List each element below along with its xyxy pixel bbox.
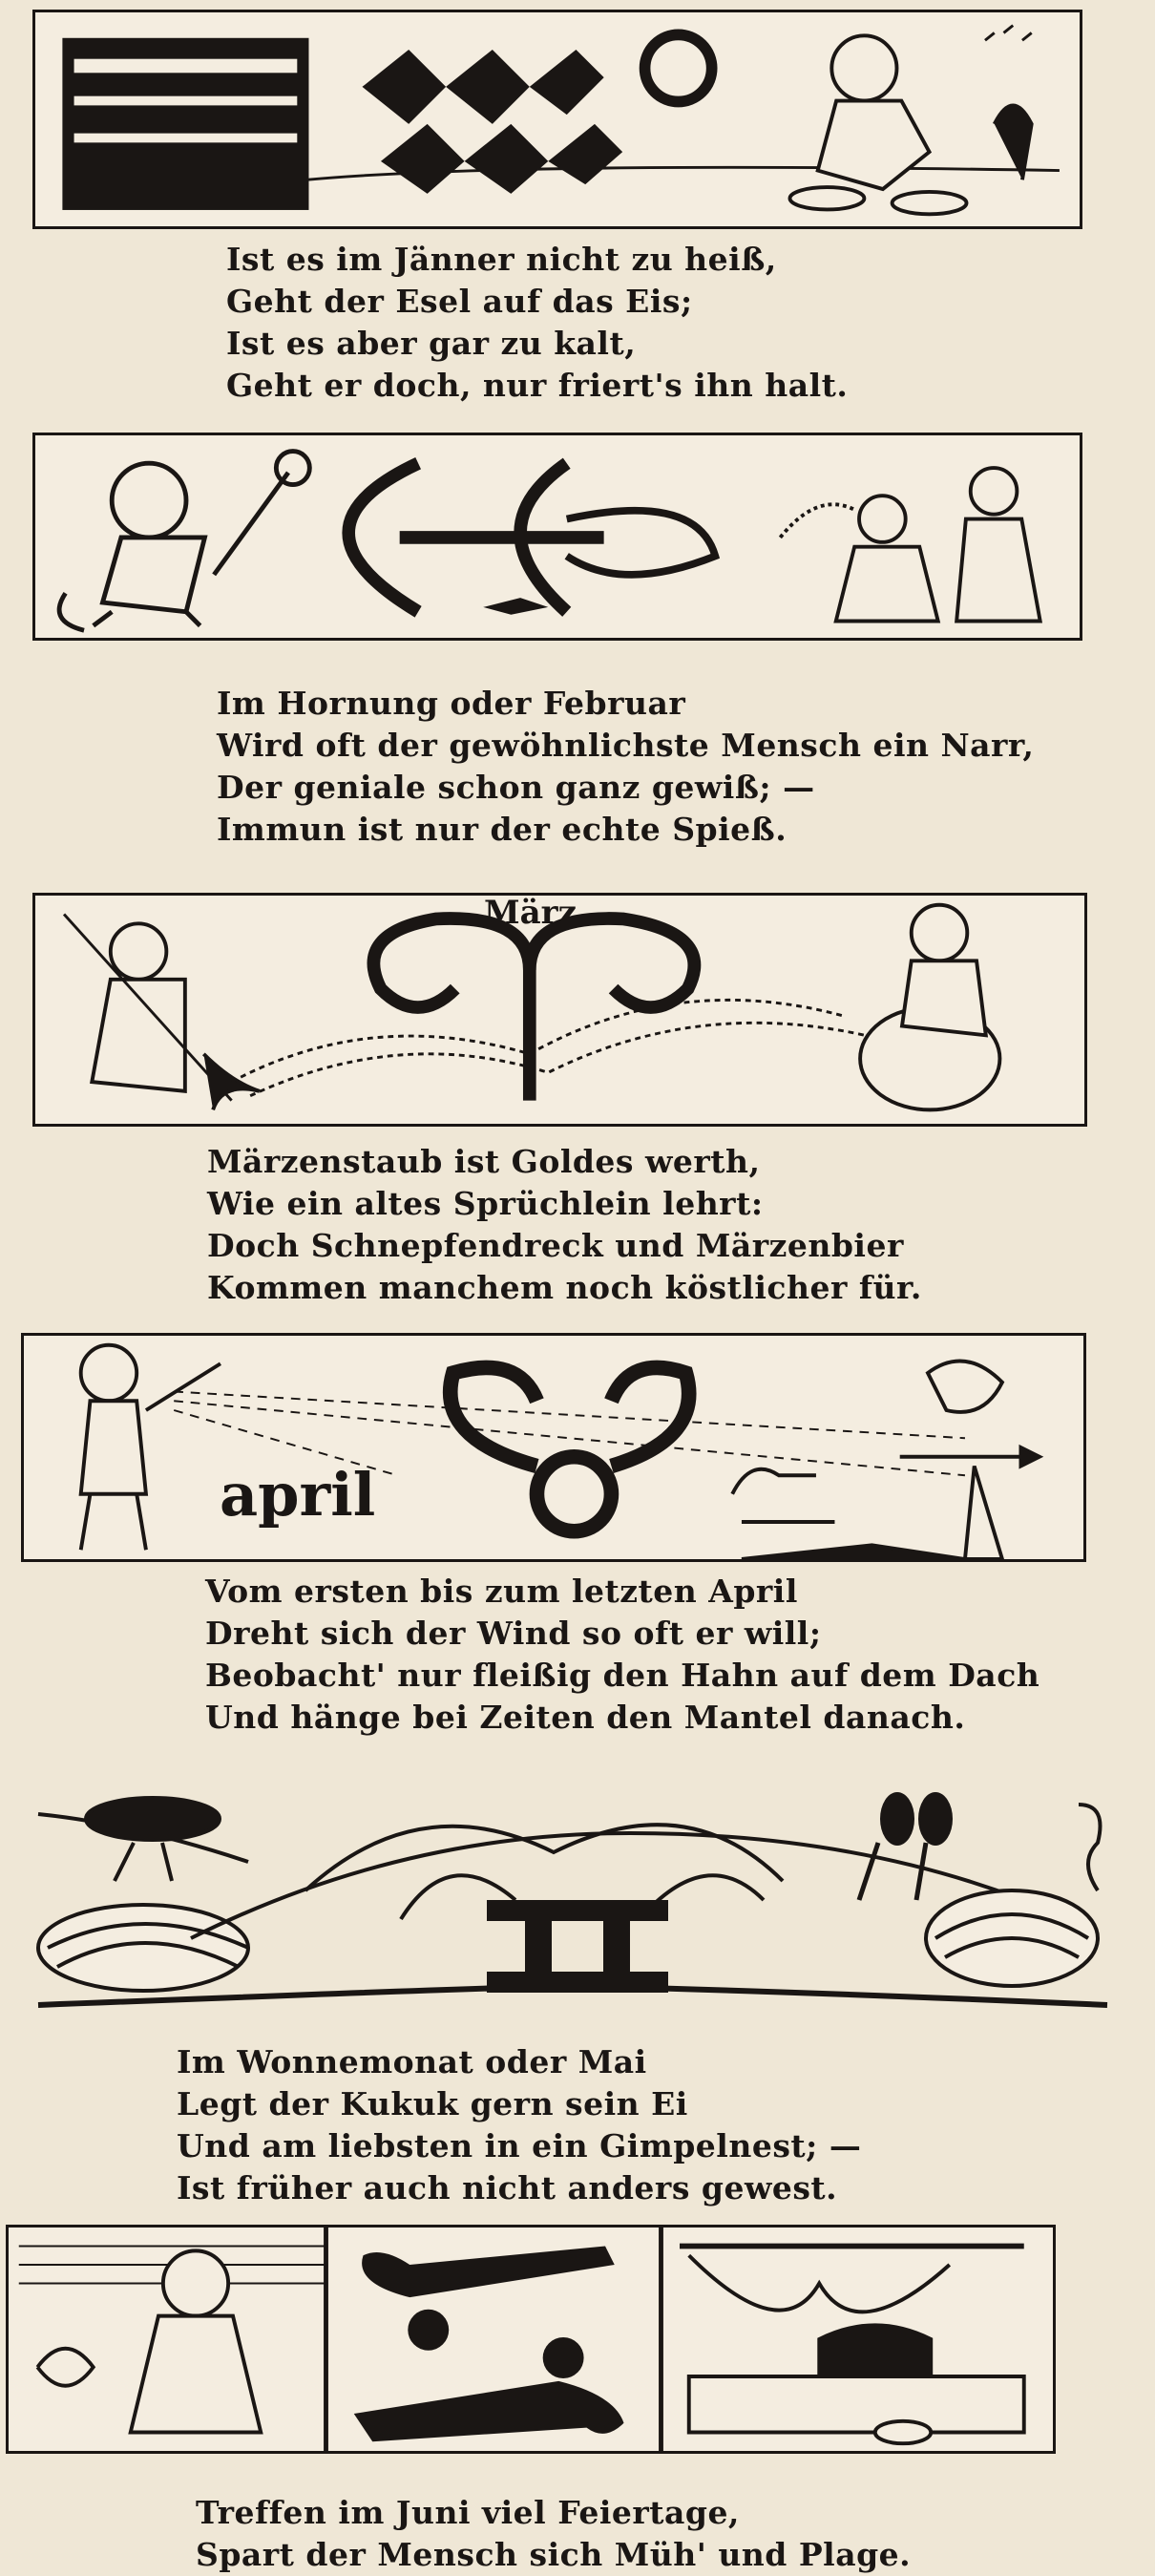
april-verse	[205, 1571, 1040, 1739]
may-illustration-panel	[19, 1776, 1117, 2019]
february-illustration-panel	[32, 433, 1082, 641]
gemini-illustration	[19, 1776, 1117, 2019]
verse-line: Geht er doch, nur friert's ihn halt.	[226, 367, 849, 404]
aquarius-illustration	[35, 12, 1080, 226]
verse-line: Kommen manchem noch köstlicher für.	[207, 1269, 922, 1306]
verse-line: Der geniale schon ganz gewiß; —	[217, 769, 815, 806]
verse-line: Im Hornung oder Februar	[217, 685, 686, 722]
verse-line: Geht der Esel auf das Eis;	[226, 283, 693, 320]
pisces-illustration	[35, 435, 1080, 638]
february-verse	[217, 683, 1034, 851]
taurus-illustration	[24, 1336, 1083, 1559]
verse-line: Legt der Kukuk gern sein Ei	[177, 2085, 688, 2122]
january-illustration-panel	[32, 10, 1082, 229]
verse-line: Spart der Mensch sich Müh' und Plage.	[196, 2536, 912, 2573]
verse-line: Immun ist nur der echte Spieß.	[217, 811, 788, 848]
verse-line: Ist es aber gar zu kalt,	[226, 325, 637, 362]
verse-line: Im Wonnemonat oder Mai	[177, 2043, 647, 2080]
verse-line: Doch Schnepfendreck und Märzenbier	[207, 1227, 904, 1264]
june-verse	[196, 2492, 911, 2576]
april-label: april	[220, 1460, 376, 1530]
june-illustration-panel	[6, 2225, 1056, 2454]
march-illustration-panel	[32, 893, 1087, 1127]
verse-line: Wird oft der gewöhnlichste Mensch ein Narr,	[217, 727, 1035, 764]
verse-line: Beobacht' nur fleißig den Hahn auf dem Dach	[205, 1657, 1040, 1694]
verse-line: Ist es im Jänner nicht zu heiß,	[226, 241, 777, 278]
cancer-illustration	[9, 2228, 1053, 2451]
january-verse	[226, 239, 848, 407]
verse-line: Wie ein altes Sprüchlein lehrt:	[207, 1185, 764, 1222]
verse-line: Märzenstaub ist Goldes werth,	[207, 1143, 761, 1180]
may-verse	[177, 2041, 861, 2209]
april-illustration-panel	[21, 1333, 1086, 1562]
verse-line: Dreht sich der Wind so oft er will;	[205, 1615, 822, 1652]
march-label: März	[484, 894, 577, 932]
march-verse	[207, 1141, 922, 1309]
verse-line: Und am liebsten in ein Gimpelnest; —	[177, 2127, 862, 2164]
verse-line: Und hänge bei Zeiten den Mantel danach.	[205, 1699, 966, 1736]
verse-line: Ist früher auch nicht anders gewest.	[177, 2169, 838, 2206]
verse-line: Vom ersten bis zum letzten April	[205, 1573, 798, 1610]
verse-line: Treffen im Juni viel Feiertage,	[196, 2494, 740, 2531]
